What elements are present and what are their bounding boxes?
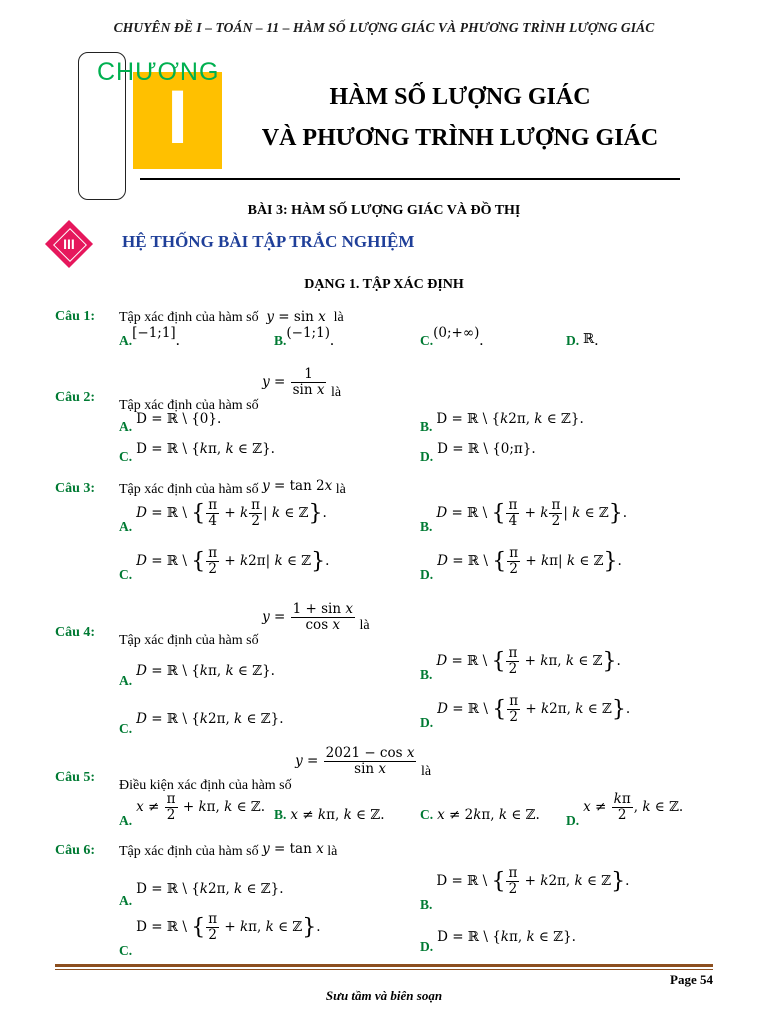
option-letter: D. <box>566 812 580 828</box>
lesson-title: BÀI 3: HÀM SỐ LƯỢNG GIÁC VÀ ĐỒ THỊ <box>247 203 521 218</box>
formula: D = ℝ \ { $\frac{\pi}{2}$ + kπ, k ∈ ℤ}. <box>136 911 321 943</box>
option-b[interactable] <box>420 497 628 534</box>
formula: (−1;1) <box>286 325 330 341</box>
question-label: Câu 5: <box>55 770 96 785</box>
option-a[interactable] <box>119 662 275 688</box>
question-suffix: là <box>327 844 338 859</box>
option-letter: C. <box>420 333 434 348</box>
option-letter: A. <box>119 812 133 828</box>
formula: D = ℝ \ {k2π, k ∈ ℤ}. <box>436 411 584 427</box>
question-stem: Tập xác định của hàm số <box>119 397 259 413</box>
option-a[interactable] <box>119 791 266 828</box>
option-b[interactable]: B.$^{(-1;1)}$. <box>274 325 334 349</box>
option-letter: D. <box>420 449 434 464</box>
option-letter: B. <box>420 518 433 534</box>
question-stem: Điều kiện xác định của hàm số <box>119 777 292 793</box>
formula: x ≠ $\frac{\pi}{2}$ + kπ, k ∈ ℤ. <box>136 791 266 823</box>
question-stem: Tập xác định của hàm số <box>119 310 259 325</box>
formula: y = $\frac{\text{2021 − cos x}}{\text{sin x}}$ <box>295 745 415 777</box>
option-letter: C. <box>420 807 434 822</box>
option-b[interactable] <box>420 865 630 912</box>
option-letter: A. <box>119 673 133 688</box>
option-c[interactable] <box>119 911 321 958</box>
option-c[interactable] <box>119 440 275 464</box>
running-header: CHUYÊN ĐỀ I – TOÁN – 11 – HÀM SỐ LƯỢNG GIÁC VÀ PHƯƠNG TRÌNH LƯỢNG GIÁC <box>113 20 655 35</box>
question-text <box>119 841 337 858</box>
formula: D = ℝ \ { $\frac{\pi}{4}$ + k $\frac{\pi}{2}$ | k ∈ ℤ}. <box>436 497 628 529</box>
formula: D = ℝ \ { $\frac{\pi}{2}$ + k2π| k ∈ ℤ}. <box>136 545 330 577</box>
option-letter: C. <box>119 449 133 464</box>
formula: D = ℝ \ { $\frac{\pi}{2}$ + kπ, k ∈ ℤ}. <box>436 645 621 677</box>
chapter-title-line2: VÀ PHƯƠNG TRÌNH LƯỢNG GIÁC <box>261 125 659 151</box>
footer-rule-thick <box>55 964 713 967</box>
option-b[interactable] <box>420 410 584 434</box>
option-letter: D. <box>420 939 434 954</box>
footer-text: Sưu tầm và biên soạn <box>325 988 443 1003</box>
option-a[interactable]: A.[−1;1]. <box>119 325 180 349</box>
formula: D = ℝ \ {kπ, k ∈ ℤ}. <box>136 663 275 679</box>
question-text <box>119 366 342 413</box>
option-c[interactable]: C.$^{(0;+\infty)}$. <box>420 325 484 349</box>
dang-title: DẠNG 1. TẬP XÁC ĐỊNH <box>304 277 464 292</box>
formula: D = ℝ \ {kπ, k ∈ ℤ}. <box>136 441 275 457</box>
formula: x ≠ kπ, k ∈ ℤ. <box>290 807 385 823</box>
question-suffix: là <box>420 763 432 779</box>
option-d[interactable]: D. ℝ. <box>566 331 599 349</box>
page-number: Page 54 <box>670 972 713 987</box>
formula: y = tan x <box>262 841 324 857</box>
question-text <box>119 745 432 793</box>
formula: D = ℝ \ { $\frac{\pi}{2}$ + kπ| k ∈ ℤ}. <box>437 545 622 577</box>
option-letter: C. <box>119 721 133 736</box>
option-b[interactable] <box>420 645 621 682</box>
title-underline <box>140 178 680 180</box>
option-d[interactable] <box>420 928 576 954</box>
option-c[interactable] <box>119 710 284 736</box>
question-label: Câu 4: <box>55 625 96 640</box>
question-text <box>119 309 344 326</box>
option-letter: D. <box>420 714 434 730</box>
question-text <box>119 601 370 648</box>
formula: D = ℝ \ {0;π}. <box>437 441 536 457</box>
option-b[interactable] <box>274 806 385 824</box>
option-letter: A. <box>119 333 133 348</box>
option-letter: C. <box>119 566 133 582</box>
option-letter: B. <box>420 666 433 682</box>
formula: D = ℝ \ {k2π, k ∈ ℤ}. <box>136 711 284 727</box>
formula: y = tan 2x <box>262 478 333 494</box>
option-c[interactable] <box>119 545 330 582</box>
formula: x ≠ $\frac{k\pi}{2}$ , k ∈ ℤ. <box>583 791 684 823</box>
formula: [−1;1] <box>132 325 176 341</box>
formula: D = ℝ \ {kπ, k ∈ ℤ}. <box>437 929 576 945</box>
option-d[interactable] <box>420 693 631 730</box>
option-letter: A. <box>119 893 133 908</box>
formula: D = ℝ \ {0}. <box>136 411 222 427</box>
formula: y = sin x <box>266 309 326 325</box>
question-stem: Tập xác định của hàm số <box>119 632 259 648</box>
option-letter: A. <box>119 518 133 534</box>
option-letter: D. <box>566 333 580 348</box>
option-letter: B. <box>274 333 287 348</box>
question-text <box>119 478 346 495</box>
option-letter: B. <box>274 807 287 822</box>
question-suffix: là <box>330 384 342 400</box>
formula: D = ℝ \ {k2π, k ∈ ℤ}. <box>136 881 284 897</box>
section-numeral: III <box>63 236 75 252</box>
option-letter: D. <box>420 566 434 582</box>
footer-rule-thin <box>55 969 713 970</box>
formula: D = ℝ \ { $\frac{\pi}{4}$ + k $\frac{\pi}{2}$ | k ∈ ℤ}. <box>136 497 327 529</box>
option-letter: B. <box>420 896 433 912</box>
formula: ℝ <box>583 331 595 347</box>
question-stem: Tập xác định của hàm số <box>119 844 259 859</box>
question-label: Câu 3: <box>55 481 96 496</box>
option-letter: C. <box>119 942 133 958</box>
question-suffix: là <box>335 482 346 497</box>
question-label: Câu 1: <box>55 309 96 324</box>
option-letter: A. <box>119 419 133 434</box>
formula: D = ℝ \ { $\frac{\pi}{2}$ + k2π, k ∈ ℤ}. <box>437 693 631 725</box>
option-letter: B. <box>420 419 433 434</box>
question-label: Câu 2: <box>55 390 96 405</box>
section-title: HỆ THỐNG BÀI TẬP TRẮC NGHIỆM <box>122 232 415 251</box>
chapter-word: CHƯƠNG <box>97 58 220 86</box>
question-stem: Tập xác định của hàm số <box>119 482 259 497</box>
option-d[interactable] <box>420 440 536 464</box>
formula: y = $\frac{\text{1 + sin x}}{\text{cos x}}$ <box>262 601 353 633</box>
formula: (0;+∞) <box>433 325 480 341</box>
option-c[interactable] <box>420 806 540 824</box>
question-suffix: là <box>359 617 370 633</box>
option-d[interactable] <box>420 545 622 582</box>
option-a[interactable] <box>119 497 327 534</box>
chapter-numeral: I <box>166 75 189 160</box>
formula: D = ℝ \ { $\frac{\pi}{2}$ + k2π, k ∈ ℤ}. <box>436 865 630 897</box>
formula: y = $\frac{1}{\text{sin x}}$ <box>262 366 325 398</box>
chapter-title-line1: HÀM SỐ LƯỢNG GIÁC <box>329 84 591 110</box>
formula: x ≠ 2kπ, k ∈ ℤ. <box>437 807 540 823</box>
option-d[interactable] <box>566 791 684 828</box>
option-a[interactable] <box>119 880 284 908</box>
option-a[interactable] <box>119 410 222 434</box>
question-suffix: là <box>333 310 344 325</box>
question-label: Câu 6: <box>55 843 96 858</box>
